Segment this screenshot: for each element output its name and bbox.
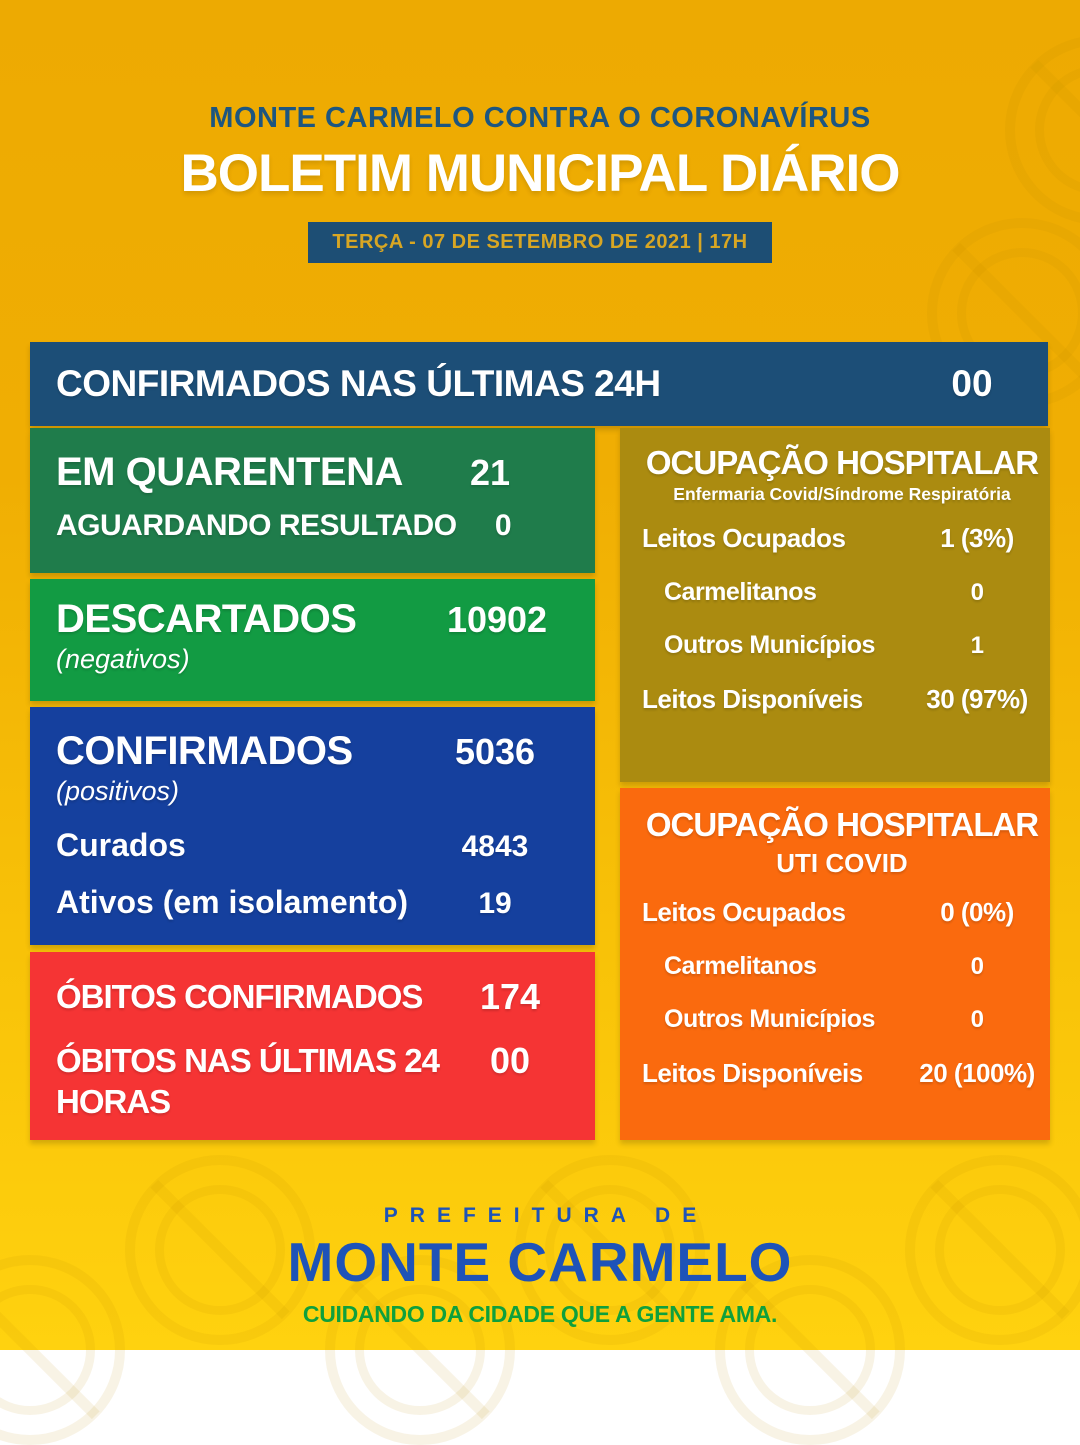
discarded-sublabel: (negativos)	[56, 644, 190, 674]
date-badge: TERÇA - 07 DE SETEMBRO DE 2021 | 17H	[308, 222, 771, 263]
icu-occupancy-block	[620, 788, 1050, 1140]
icu-beds-available-value: 20 (100%)	[919, 1058, 1035, 1088]
icu-beds-available-row	[642, 1058, 1042, 1089]
ward-locals-row	[642, 578, 1042, 607]
ward-occupancy-title: OCUPAÇÃO HOSPITALAR	[645, 444, 1039, 481]
icu-occupancy-subtitle: UTI COVID	[776, 848, 908, 878]
active-label: Ativos (em isolamento)	[56, 884, 409, 920]
icu-other-cities-row	[642, 1005, 1042, 1034]
quarantine-label: EM QUARENTENA	[56, 450, 403, 494]
ward-occupancy-block	[620, 428, 1050, 782]
discarded-value: 10902	[446, 599, 548, 640]
deaths-24h-value: 00	[489, 1040, 531, 1081]
active-value: 19	[478, 887, 512, 920]
city-hall-tagline: CUIDANDO DA CIDADE QUE A GENTE AMA.	[302, 1301, 778, 1327]
page-title: BOLETIM MUNICIPAL DIÁRIO	[180, 144, 900, 203]
discarded-row	[56, 597, 595, 642]
confirmed-row	[56, 729, 595, 774]
cured-label: Curados	[56, 827, 186, 863]
header-subtitle: MONTE CARMELO CONTRA O CORONAVÍRUS	[209, 102, 871, 134]
active-row	[56, 884, 595, 921]
icu-beds-occupied-label: Leitos Ocupados	[642, 897, 846, 927]
header	[0, 102, 1080, 263]
deaths-confirmed-value: 174	[479, 976, 541, 1017]
confirmed-label: CONFIRMADOS	[56, 729, 353, 773]
ward-other-cities-row	[642, 631, 1042, 660]
confirmed-block	[30, 707, 595, 945]
city-hall-logo	[0, 1204, 1080, 1328]
icu-locals-value: 0	[970, 953, 984, 980]
quarantine-block	[30, 428, 595, 573]
ward-beds-occupied-row	[642, 523, 1042, 554]
quarantine-row	[56, 450, 595, 495]
icu-other-cities-value: 0	[970, 1006, 984, 1033]
deaths-block	[30, 952, 595, 1140]
ward-other-cities-label: Outros Municípios	[664, 631, 875, 659]
ward-locals-value: 0	[970, 579, 984, 606]
ward-other-cities-value: 1	[970, 632, 984, 659]
city-hall-title: MONTE CARMELO	[287, 1231, 793, 1293]
confirmed-value: 5036	[454, 731, 536, 772]
icu-locals-label: Carmelitanos	[664, 952, 817, 980]
cured-value: 4843	[461, 830, 529, 863]
deaths-confirmed-row	[56, 976, 595, 1018]
deaths-24h-row	[56, 1040, 595, 1123]
city-hall-pretitle: PREFEITURA DE	[383, 1204, 709, 1227]
deaths-24h-label: ÓBITOS NAS ÚLTIMAS 24 HORAS	[56, 1042, 439, 1121]
icu-beds-occupied-value: 0 (0%)	[940, 897, 1014, 927]
discarded-label: DESCARTADOS	[56, 597, 357, 641]
icu-occupancy-title: OCUPAÇÃO HOSPITALAR	[645, 806, 1039, 843]
awaiting-result-row	[56, 509, 595, 543]
icu-other-cities-label: Outros Municípios	[664, 1005, 875, 1033]
awaiting-result-label: AGUARDANDO RESULTADO	[56, 509, 457, 542]
icu-beds-available-label: Leitos Disponíveis	[642, 1058, 863, 1088]
deaths-confirmed-label: ÓBITOS CONFIRMADOS	[56, 978, 423, 1015]
cured-row	[56, 827, 595, 864]
ward-beds-available-row	[642, 684, 1042, 715]
awaiting-result-value: 0	[494, 509, 512, 542]
icu-locals-row	[642, 952, 1042, 981]
confirmed-24h-value: 00	[951, 363, 993, 404]
ward-occupancy-subtitle: Enfermaria Covid/Síndrome Respiratória	[673, 484, 1011, 504]
ward-beds-occupied-label: Leitos Ocupados	[642, 523, 846, 553]
icu-beds-occupied-row	[642, 897, 1042, 928]
confirmed-24h-bar	[30, 342, 1048, 426]
confirmed-sublabel: (positivos)	[56, 776, 180, 806]
ward-beds-available-value: 30 (97%)	[926, 684, 1028, 714]
quarantine-value: 21	[469, 452, 511, 493]
confirmed-24h-label: CONFIRMADOS NAS ÚLTIMAS 24H	[56, 363, 661, 404]
ward-locals-label: Carmelitanos	[664, 578, 817, 606]
ward-beds-occupied-value: 1 (3%)	[940, 523, 1014, 553]
ward-beds-available-label: Leitos Disponíveis	[642, 684, 863, 714]
discarded-block	[30, 579, 595, 701]
